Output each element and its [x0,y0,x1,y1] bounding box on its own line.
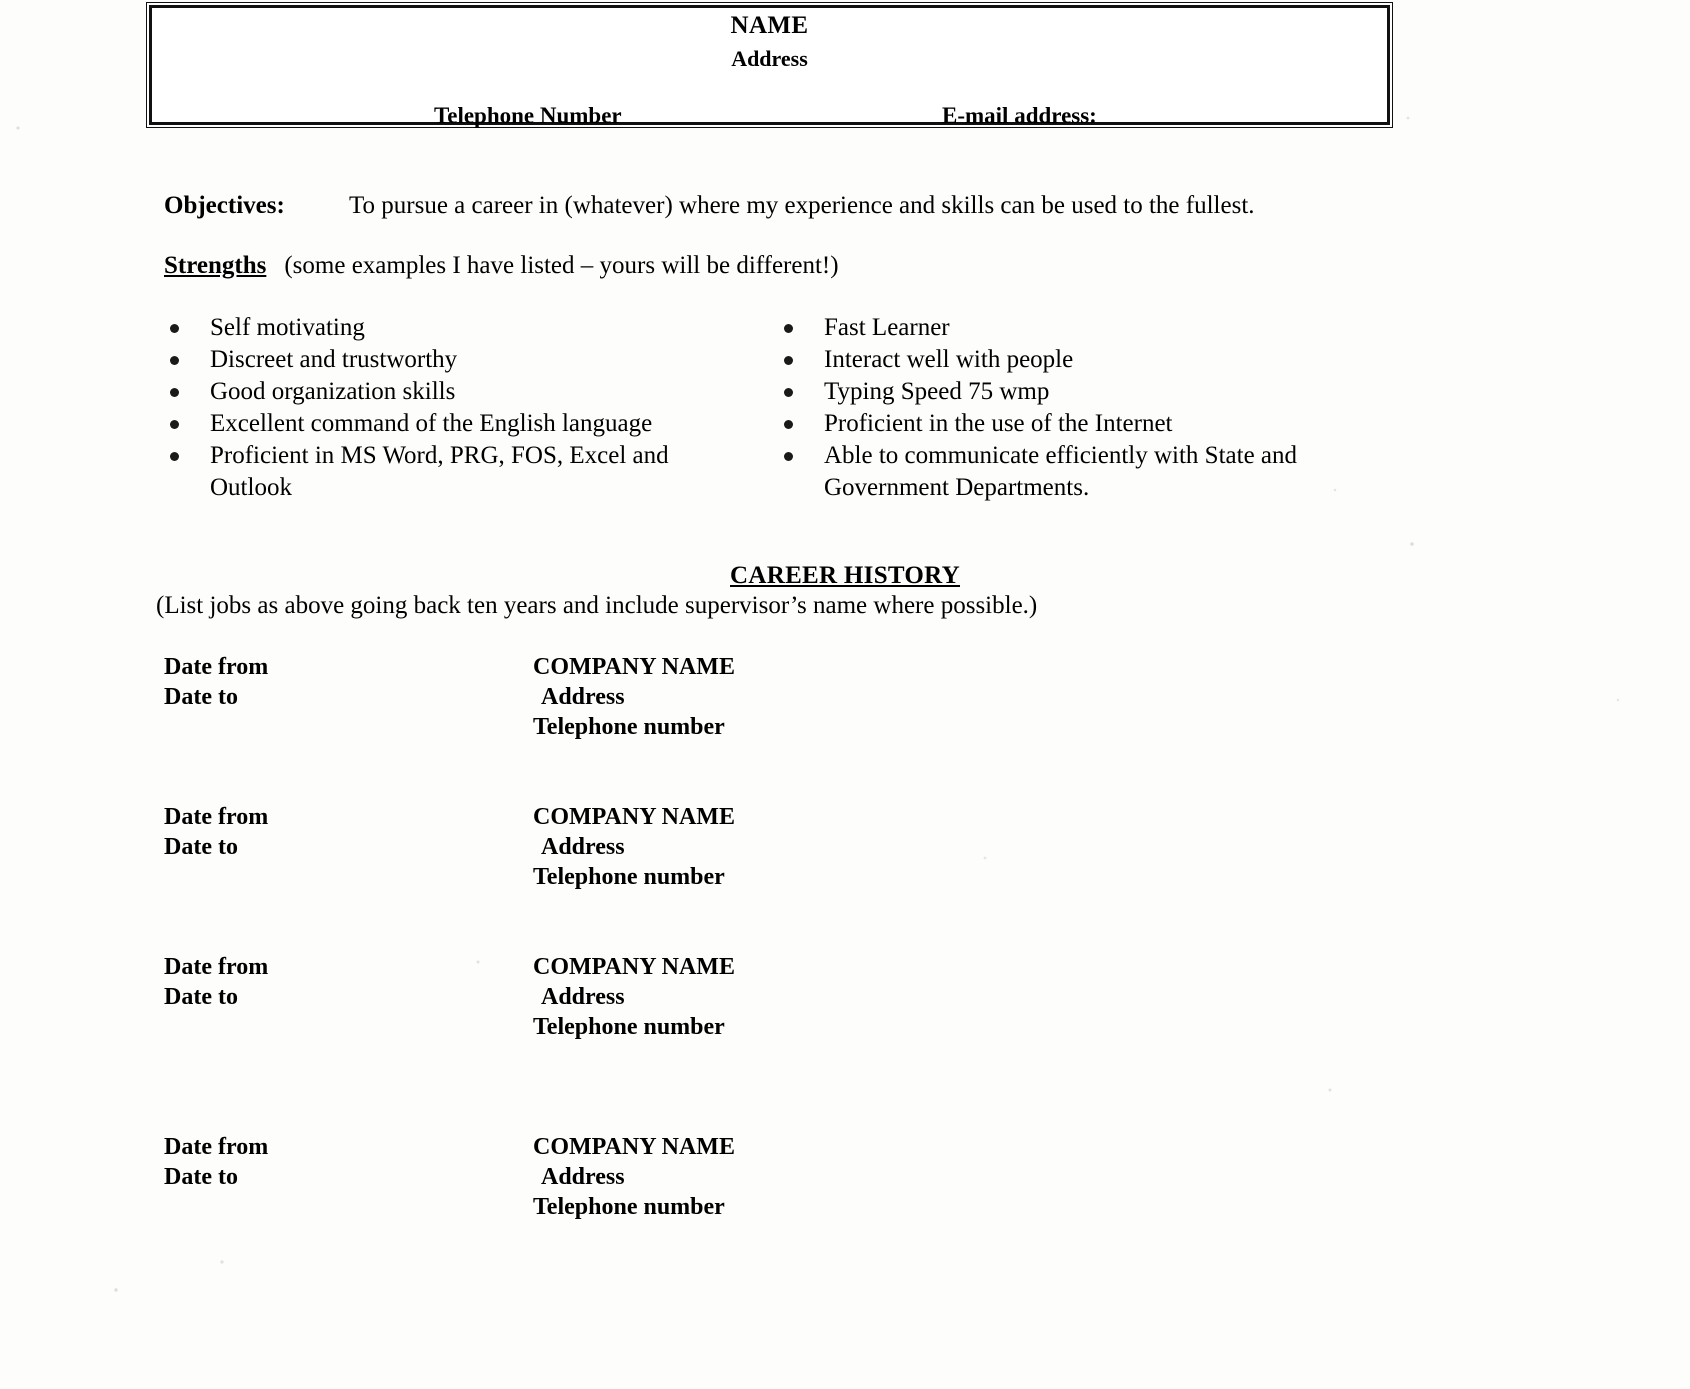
bullet-dot-icon [784,356,793,365]
bullet-dot-icon [170,452,179,461]
company-address-label: Address [541,834,625,860]
date-from-label: Date from [164,954,269,980]
date-to-label: Date to [164,684,238,710]
list-item [778,312,1338,344]
company-name-label: COMPANY NAME [533,1134,735,1160]
list-item-label: Interact well with people [824,346,1074,373]
date-from-label: Date from [164,1134,269,1160]
company-name-label: COMPANY NAME [533,804,735,830]
career-history-note: (List jobs as above going back ten years and include supervisor’s name where possible.) [156,592,1038,619]
list-item-label: Self motivating [210,314,365,341]
career-entry-company [533,802,735,892]
company-name-label: COMPANY NAME [533,954,735,980]
date-to-label: Date to [164,1164,238,1190]
strengths-right-column [778,312,1338,504]
candidate-telephone-label: Telephone Number [434,103,622,128]
header-contact-box [146,2,1393,128]
career-history-title: CAREER HISTORY [730,562,960,589]
bullet-dot-icon [170,356,179,365]
list-item-label: Good organization skills [210,378,456,405]
list-item-label: Fast Learner [824,314,950,341]
company-telephone-label: Telephone number [533,1194,725,1220]
list-item [164,312,724,344]
company-address-label: Address [541,984,625,1010]
objectives-section [164,192,1364,220]
list-item-label: Excellent command of the English language [210,410,653,437]
strengths-left-column [164,312,724,504]
company-telephone-label: Telephone number [533,714,725,740]
career-entry-dates [164,952,268,1012]
bullet-dot-icon [784,324,793,333]
bullet-dot-icon [784,388,793,397]
strengths-section-heading [164,252,839,280]
candidate-email-label: E-mail address: [942,103,1097,128]
candidate-name: NAME [730,12,809,39]
list-item [164,344,724,376]
bullet-dot-icon [784,452,793,461]
company-name-label: COMPANY NAME [533,654,735,680]
bullet-dot-icon [170,420,179,429]
list-item-label: Proficient in the use of the Internet [824,410,1173,437]
career-entry-company [533,952,735,1042]
career-entry [0,652,1690,802]
list-item [778,408,1338,440]
company-address-label: Address [541,684,625,710]
strengths-label: Strengths [164,252,267,279]
company-telephone-label: Telephone number [533,864,725,890]
list-item-label: Proficient in MS Word, PRG, FOS, Excel and Outlook [210,442,669,501]
header-contact-box-inner [149,5,1390,128]
objectives-label: Objectives: [164,192,285,219]
strengths-bullet-columns [0,312,1690,512]
candidate-address: Address [731,46,808,71]
list-item [164,440,724,504]
career-entry-company [533,652,735,742]
career-history-entries [0,652,1690,1220]
list-item-label: Typing Speed 75 wmp [824,378,1050,405]
career-entry-dates [164,1132,268,1192]
list-item [164,376,724,408]
list-item [164,408,724,440]
date-from-label: Date from [164,654,269,680]
company-address-label: Address [541,1164,625,1190]
bullet-dot-icon [170,388,179,397]
bullet-dot-icon [784,420,793,429]
bullet-dot-icon [170,324,179,333]
list-item-label: Able to communicate efficiently with State and Government Departments. [824,442,1298,501]
list-item [778,440,1338,504]
date-from-label: Date from [164,804,269,830]
objectives-text: To pursue a career in (whatever) where my experience and skills can be used to the fullest. [349,192,1255,219]
career-entry-dates [164,652,268,712]
career-entry [0,802,1690,952]
career-entry-company [533,1132,735,1222]
date-to-label: Date to [164,984,238,1010]
company-telephone-label: Telephone number [533,1014,725,1040]
list-item [778,344,1338,376]
date-to-label: Date to [164,834,238,860]
career-entry-dates [164,802,268,862]
career-entry [0,952,1690,1102]
list-item [778,376,1338,408]
strengths-note: (some examples I have listed – yours will be different!) [284,252,839,279]
list-item-label: Discreet and trustworthy [210,346,458,373]
